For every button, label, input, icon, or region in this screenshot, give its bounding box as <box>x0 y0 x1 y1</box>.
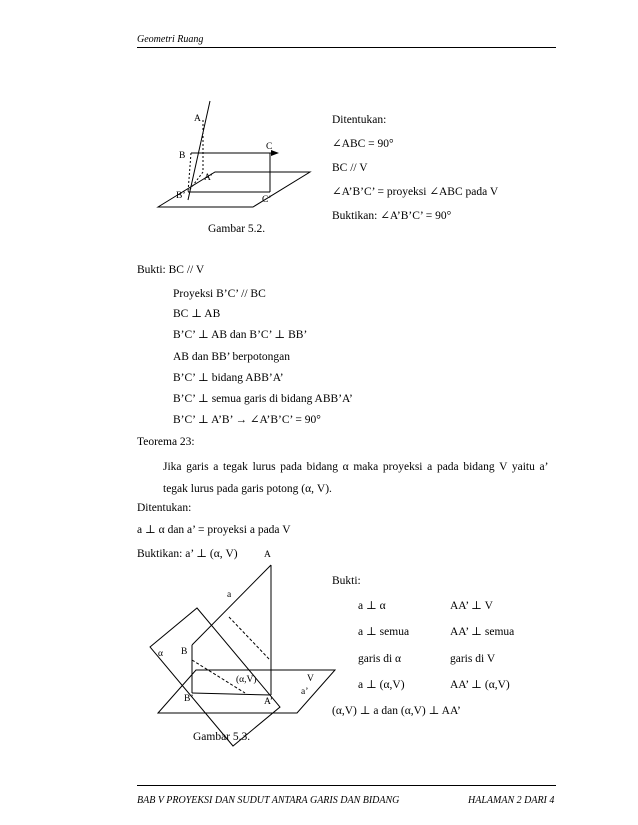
proof2-row-2-left: a ⊥ semua <box>358 626 410 638</box>
proof1-step-3: B’C’ ⊥ AB dan B’C’ ⊥ BB’ <box>173 329 308 341</box>
label-fig2-alpha: α <box>158 649 163 659</box>
label-fig2-a1: A’ <box>264 697 273 707</box>
proof1-step-5: B’C’ ⊥ bidang ABB’A’ <box>173 372 284 384</box>
given1-heading: Ditentukan: <box>332 114 387 126</box>
given2-line: a ⊥ α dan a’ = proyeksi a pada V <box>137 524 291 536</box>
proof2-conclusion: (α,V) ⊥ a dan (α,V) ⊥ AA’ <box>332 705 461 717</box>
line-a <box>192 565 271 645</box>
proof1-step-1: Proyeksi B’C’ // BC <box>173 288 266 300</box>
proof1-step-2: BC ⊥ AB <box>173 308 221 320</box>
label-c: C <box>266 142 273 152</box>
label-fig2-b: B <box>181 647 188 657</box>
figure-5-3-caption: Gambar 5.3. <box>193 731 251 743</box>
proof1-step-4: AB dan BB’ berpotongan <box>173 351 291 363</box>
theorem-line-2: tegak lurus pada garis potong (α, V). <box>163 483 332 495</box>
given1-line-4: Buktikan: ∠A’B’C’ = 90° <box>332 210 452 222</box>
proof2-row-4-left: a ⊥ (α,V) <box>358 679 405 691</box>
label-c1: C’ <box>262 195 272 205</box>
given1-line-3: ∠A’B’C’ = proyeksi ∠ABC pada V <box>332 186 499 198</box>
proof1-heading: Bukti: BC // V <box>137 264 205 276</box>
given1-line-1: ∠ABC = 90° <box>332 138 394 150</box>
footer-page-number: HALAMAN 2 DARI 4 <box>468 795 555 806</box>
proof2-row-3-left: garis di α <box>358 653 402 665</box>
theorem-title: Teorema 23: <box>137 436 195 448</box>
label-a1: A’ <box>204 173 213 183</box>
proof2-row-4-right: AA’ ⊥ (α,V) <box>450 679 510 691</box>
plane-alpha <box>150 608 280 746</box>
given2-prove: Buktikan: a’ ⊥ (α, V) <box>137 548 238 560</box>
proof2-row-3-right: garis di V <box>450 653 496 665</box>
proof1-step-6: B’C’ ⊥ semua garis di bidang ABB’A’ <box>173 393 353 405</box>
given1-line-2: BC // V <box>332 162 368 174</box>
label-fig2-a1-line: a’ <box>301 687 309 697</box>
label-fig2-alpha-v: (α,V) <box>236 675 257 685</box>
footer-rule <box>137 785 556 786</box>
label-a: A <box>194 114 201 124</box>
proof2-row-1-right: AA’ ⊥ V <box>450 600 493 612</box>
line-a1 <box>192 693 271 695</box>
label-b: B <box>179 151 186 161</box>
proof2-row-1-left: a ⊥ α <box>358 600 386 612</box>
given2-heading: Ditentukan: <box>137 502 192 514</box>
label-fig2-b1: B’ <box>184 694 194 704</box>
theorem-line-1: Jika garis a tegak lurus pada bidang α maka proyeksi a pada bidang V yaitu a’ <box>163 461 549 473</box>
figure-5-2-caption: Gambar 5.2. <box>208 223 266 235</box>
label-b1: B’ <box>176 191 186 201</box>
proof2-row-2-right: AA’ ⊥ semua <box>450 626 515 638</box>
label-fig2-a: A <box>264 550 271 560</box>
page-header-title: Geometri Ruang <box>137 34 204 45</box>
label-fig2-v: V <box>307 674 314 684</box>
label-fig2-a-line: a <box>227 590 232 600</box>
proof1-step-7: B’C’ ⊥ A’B’ → ∠A’B’C’ = 90° <box>173 414 321 426</box>
footer-chapter: BAB V PROYEKSI DAN SUDUT ANTARA GARIS DAN BIDANG <box>137 795 400 806</box>
proof2-heading: Bukti: <box>332 575 361 587</box>
